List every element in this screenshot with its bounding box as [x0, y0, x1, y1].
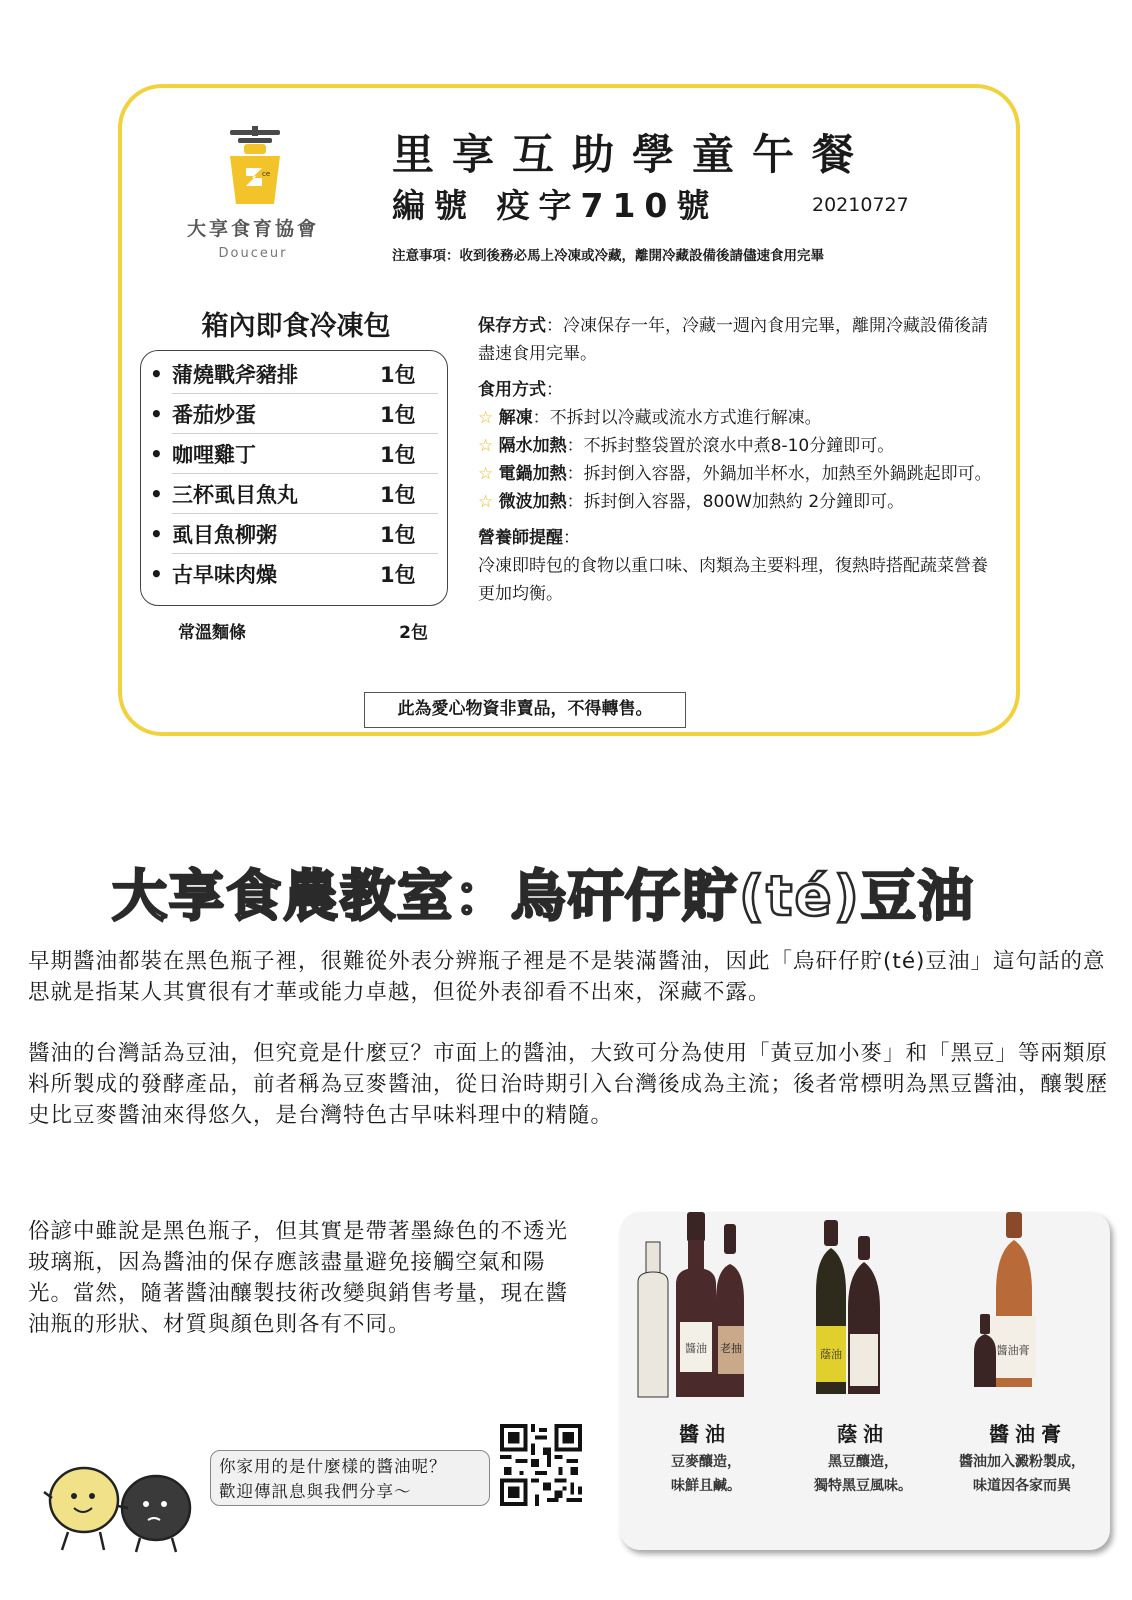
list-item: [150, 554, 440, 593]
usage-step: ☆ 隔水加熱：不拆封整袋置於滾水中煮8-10分鐘即可。: [478, 436, 895, 456]
bullet-icon: •: [150, 401, 163, 426]
bottle-desc: 醬油加入澱粉製成， 味道因各家而異: [959, 1454, 1085, 1494]
list-item: [150, 514, 440, 553]
bottle-name: 醬油: [679, 1422, 731, 1446]
svg-text:醬油膏: 醬油膏: [996, 1344, 1030, 1357]
classroom-title: 大享食農教室：烏矸仔貯(té)豆油: [112, 864, 975, 928]
bullet-icon: •: [150, 561, 163, 586]
svg-text:老抽: 老抽: [720, 1342, 742, 1355]
star-icon: ☆: [478, 464, 494, 484]
star-icon: ☆: [478, 492, 494, 512]
item-name: 三杯虱目魚丸: [172, 482, 298, 507]
box-list-title: 箱內即食冷凍包: [201, 311, 391, 342]
item-qty: 1包: [380, 402, 416, 427]
soy-paste-bottle-icon: [974, 1212, 1036, 1387]
notice-text: 注意事項：收到後務必馬上冷凍或冷藏，離開冷藏設備後請儘速食用完畢: [392, 248, 824, 264]
item-qty: 1包: [380, 482, 416, 507]
not-for-sale-notice: 此為愛心物資非賣品，不得轉售。: [364, 692, 686, 728]
bullet-icon: •: [150, 441, 163, 466]
item-qty: 1包: [380, 362, 416, 387]
storage-text: 保存方式：冷凍保存一年，冷藏一週內食用完畢，離開冷藏設備後請盡速食用完畢。: [478, 316, 988, 364]
page-title: 里享互助學童午餐: [392, 130, 873, 179]
bottle-name: 蔭油: [837, 1422, 889, 1446]
mascot-characters-icon: [40, 1440, 220, 1560]
svg-text:ce: ce: [262, 170, 271, 178]
paragraph-3: 俗諺中雖說是黑色瓶子，但其實是帶著墨綠色的不透光玻璃瓶，因為醬油的保存應該盡量避免接觸空氣和陽光。當然，隨著醬油釀製技術改變與銷售考量，現在醬油瓶的形狀、材質與顏色則各有不同。: [28, 1219, 569, 1337]
storage-label: 保存方式: [478, 316, 546, 336]
list-item: [150, 394, 440, 433]
instructions: [478, 312, 998, 608]
date-label: 20210727: [812, 194, 909, 216]
usage-step: ☆ 電鍋加熱：拆封倒入容器，外鍋加半杯水，加熱至外鍋跳起即可。: [478, 464, 992, 484]
org-subname: Douceur: [218, 246, 288, 261]
bottle-desc: 豆麥釀造， 味鮮且鹹。: [671, 1454, 741, 1494]
bullet-icon: •: [150, 521, 163, 546]
dietitian-text: 冷凍即時包的食物以重口味、肉類為主要料理，復熱時搭配蔬菜營養更加均衡。: [478, 556, 988, 604]
item-qty: 1包: [380, 442, 416, 467]
org-name: 大享食育協會: [186, 218, 319, 240]
paragraph-2: 醬油的台灣話為豆油，但究竟是什麼豆？市面上的醬油，大致可分為使用「黃豆加小麥」和「黑豆」等兩類原料所製成的發酵產品，前者稱為豆麥醬油，從日治時期引入台灣後成為主流；後者常標明為黑豆醬油，釀製歷史比豆麥醬油來得悠久，是台灣特色古早味料理中的精隨。: [28, 1041, 1109, 1128]
usage-step: ☆ 解凍：不拆封以冷藏或流水方式進行解凍。: [478, 408, 822, 428]
black-bean-sauce-bottle-icon: [816, 1220, 880, 1394]
bubble-line-1: 你家用的是什麼樣的醬油呢？: [219, 1457, 447, 1476]
item-name: 蒲燒戰斧豬排: [172, 362, 298, 387]
bottle-desc: 黑豆釀造， 獨特黑豆風味。: [814, 1454, 912, 1494]
soy-sauce-bottles-illustration: [620, 1212, 1110, 1432]
item-name: 虱目魚柳粥: [172, 522, 277, 547]
bullet-icon: •: [150, 361, 163, 386]
qr-code-icon[interactable]: [500, 1424, 582, 1506]
bubble-line-2: 歡迎傳訊息與我們分享～: [219, 1482, 412, 1501]
serial-number: 編號 疫字710號: [392, 186, 719, 225]
speech-bubble: [210, 1450, 490, 1506]
list-item: [150, 354, 440, 393]
item-name: 咖哩雞丁: [172, 442, 256, 467]
list-item: [150, 434, 440, 473]
bullet-icon: •: [150, 481, 163, 506]
star-icon: ☆: [478, 436, 494, 456]
bottle-name: 醬油膏: [989, 1422, 1067, 1446]
extra-item: [178, 618, 428, 643]
item-name: 古早味肉燥: [172, 562, 277, 587]
item-qty: 1包: [380, 522, 416, 547]
item-qty: 1包: [380, 562, 416, 587]
star-icon: ☆: [478, 408, 494, 428]
svg-text:蔭油: 蔭油: [820, 1348, 842, 1361]
paragraph-1: 早期醬油都裝在黑色瓶子裡，很難從外表分辨瓶子裡是不是裝滿醬油，因此「烏矸仔貯(té)豆油」這句話的意思就是指某人其實很有才華或能力卓越，但從外表卻看不出來，深藏不露。: [28, 949, 1106, 1005]
dietitian-heading: 營養師提醒：: [478, 528, 580, 548]
list-item: [150, 474, 440, 513]
usage-step: ☆ 微波加熱：拆封倒入容器，800W加熱約 2分鐘即可。: [478, 492, 905, 512]
usage-heading: 食用方式：: [478, 380, 563, 400]
extra-item-qty: 2包: [399, 623, 428, 643]
item-name: 番茄炒蛋: [172, 402, 256, 427]
extra-item-name: 常溫麵條: [178, 623, 246, 643]
soy-sauce-bottle-icon: [638, 1212, 744, 1397]
svg-text:醬油: 醬油: [685, 1342, 707, 1355]
